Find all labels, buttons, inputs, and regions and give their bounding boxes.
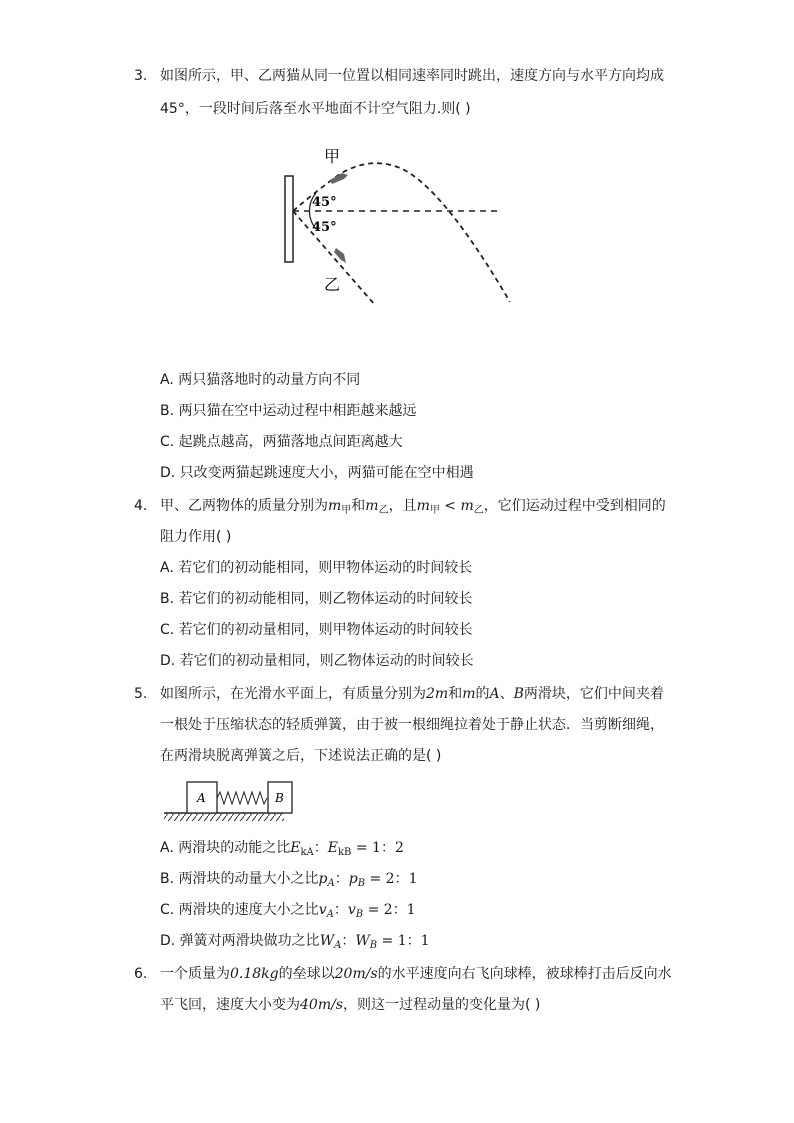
question-5-option-d[interactable]: D. 弹簧对两滑块做功之比$W_A$：$W_B = 1$：1: [160, 933, 430, 951]
question-5-number: 5.: [134, 686, 148, 702]
question-5-option-c[interactable]: C. 两滑块的速度大小之比$v_A$：$v_B = 2$：1: [160, 902, 416, 920]
question-3-option-d[interactable]: D. 只改变两猫起跳速度大小，两猫可能在空中相遇: [160, 465, 474, 481]
spring: [217, 792, 267, 804]
question-5-line-2: 一根处于压缩状态的轻质弹簧，由于被一根细绳拉着处于静止状态．当剪断细绳，: [160, 717, 664, 733]
question-6-line-2: 平飞回，速度大小变为40m/s，则这一过程动量的变化量为( ): [160, 997, 541, 1013]
question-3-line-2: 45°，一段时间后落至水平地面不计空气阻力.则( ): [160, 101, 471, 117]
question-3-option-a[interactable]: A. 两只猫落地时的动量方向不同: [160, 372, 361, 388]
angle-bottom-label: 45°: [312, 220, 337, 235]
block-b-label: B: [275, 791, 284, 805]
question-4-option-c[interactable]: C. 若它们的初动量相同，则甲物体运动的时间较长: [160, 622, 473, 638]
question-5-line-3: 在两滑块脱离弹簧之后，下述说法正确的是( ): [160, 748, 442, 764]
question-4-option-a[interactable]: A. 若它们的初动能相同，则甲物体运动的时间较长: [160, 560, 473, 576]
question-5-option-a[interactable]: A. 两滑块的动能之比$E_{kA}$：$E_{kB} = 1$：2: [160, 840, 404, 858]
question-5-option-b[interactable]: B. 两滑块的动量大小之比$p_A$：$p_B = 2$：1: [160, 871, 418, 889]
block-a-label: A: [197, 791, 206, 805]
label-jia: 甲: [324, 147, 341, 166]
question-6-line-1: 一个质量为0.18kg的垒球以20m/s的水平速度向右飞向球棒，被球棒打击后反向水: [160, 966, 672, 982]
question-4-number: 4.: [134, 498, 148, 514]
question-4-line-2: 阻力作用( ): [160, 529, 232, 545]
question-3-number: 3.: [134, 68, 148, 84]
label-yi: 乙: [324, 275, 341, 294]
question-4-option-d[interactable]: D. 若它们的初动量相同，则乙物体运动的时间较长: [160, 653, 474, 669]
wall: [285, 176, 293, 262]
question-4-option-b[interactable]: B. 若它们的初动能相同，则乙物体运动的时间较长: [160, 591, 473, 607]
cat-jump-figure: [270, 140, 530, 310]
ground-hatch: [164, 814, 284, 821]
question-3-option-b[interactable]: B. 两只猫在空中运动过程中相距越来越远: [160, 403, 417, 419]
question-3-line-1: 如图所示，甲、乙两猫从同一位置以相同速率同时跳出，速度方向与水平方向均成: [160, 68, 664, 84]
question-6-number: 6.: [134, 966, 148, 982]
question-4-line-1: 甲、乙两物体的质量分别为$m_甲$和$m_乙$，且$m_甲 < m_乙$，它们运动过程中受到相同的: [160, 498, 666, 516]
angle-top-label: 45°: [312, 195, 337, 210]
question-5-line-1: 如图所示，在光滑水平面上，有质量分别为2m和m的A、B两滑块，它们中间夹着: [160, 686, 664, 702]
question-3-option-c[interactable]: C. 起跳点越高，两猫落地点间距离越大: [160, 434, 403, 450]
spring-blocks-figure: [160, 776, 310, 824]
